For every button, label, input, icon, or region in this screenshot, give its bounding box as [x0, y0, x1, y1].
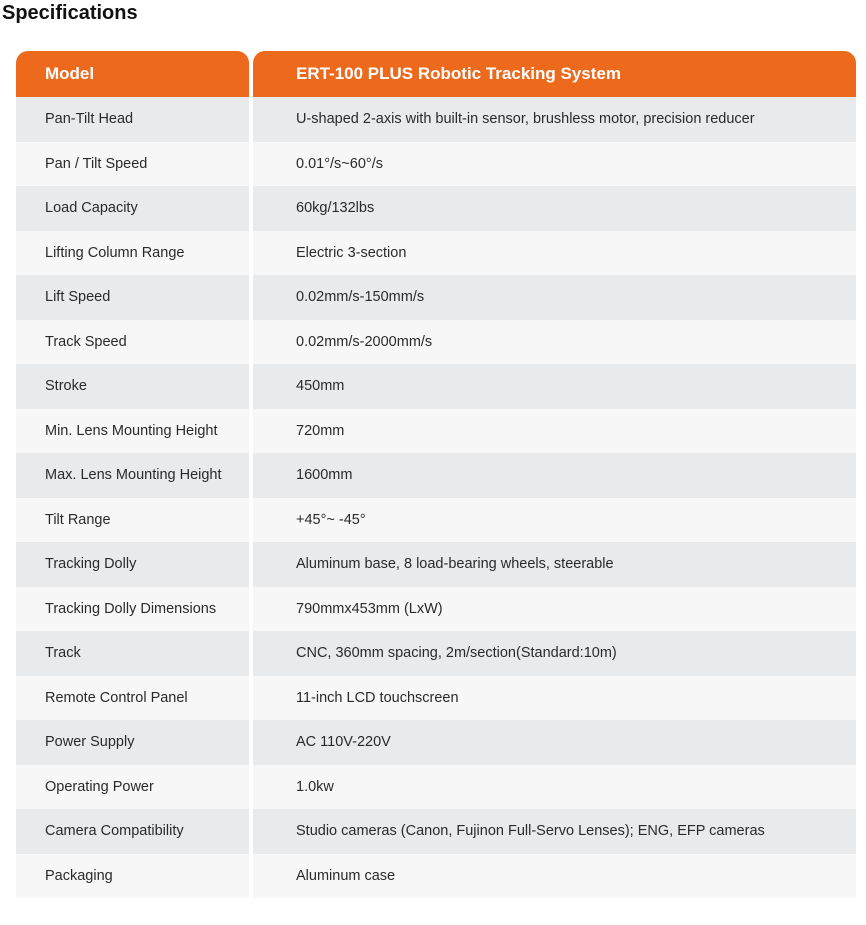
- spec-label: Power Supply: [16, 720, 249, 765]
- header-model-name: ERT-100 PLUS Robotic Tracking System: [253, 51, 856, 97]
- spec-value: 60kg/132lbs: [253, 186, 856, 231]
- spec-label: Pan / Tilt Speed: [16, 142, 249, 187]
- spec-label: Tracking Dolly: [16, 542, 249, 587]
- spec-label: Camera Compatibility: [16, 809, 249, 854]
- spec-value: Aluminum base, 8 load-bearing wheels, steerable: [253, 542, 856, 587]
- spec-label: Stroke: [16, 364, 249, 409]
- spec-value: 0.02mm/s-2000mm/s: [253, 320, 856, 365]
- spec-label: Operating Power: [16, 765, 249, 810]
- spec-value: 790mmx453mm (LxW): [253, 587, 856, 632]
- spec-label: Min. Lens Mounting Height: [16, 409, 249, 454]
- spec-value: 450mm: [253, 364, 856, 409]
- table-row: [16, 809, 856, 854]
- table-row: [16, 453, 856, 498]
- spec-label: Remote Control Panel: [16, 676, 249, 721]
- page-title: Specifications: [2, 2, 138, 24]
- table-row: [16, 231, 856, 276]
- spec-value: 1.0kw: [253, 765, 856, 810]
- table-header: [16, 51, 856, 97]
- spec-value: 0.01°/s~60°/s: [253, 142, 856, 187]
- spec-value: 11-inch LCD touchscreen: [253, 676, 856, 721]
- spec-value: Electric 3-section: [253, 231, 856, 276]
- table-body: [16, 97, 856, 898]
- table-row: [16, 720, 856, 765]
- table-row: [16, 498, 856, 543]
- spec-value: 720mm: [253, 409, 856, 454]
- spec-label: Lift Speed: [16, 275, 249, 320]
- table-row: [16, 364, 856, 409]
- table-row: [16, 631, 856, 676]
- table-row: [16, 320, 856, 365]
- specifications-table: [16, 51, 856, 898]
- spec-label: Tracking Dolly Dimensions: [16, 587, 249, 632]
- spec-label: Pan-Tilt Head: [16, 97, 249, 142]
- spec-value: 0.02mm/s-150mm/s: [253, 275, 856, 320]
- table-row: [16, 142, 856, 187]
- table-row: [16, 765, 856, 810]
- header-model-label: Model: [16, 51, 249, 97]
- spec-value: 1600mm: [253, 453, 856, 498]
- table-row: [16, 409, 856, 454]
- table-row: [16, 542, 856, 587]
- table-row: [16, 676, 856, 721]
- spec-value: AC 110V-220V: [253, 720, 856, 765]
- spec-value: CNC, 360mm spacing, 2m/section(Standard:10m): [253, 631, 856, 676]
- spec-value: U-shaped 2-axis with built-in sensor, brushless motor, precision reducer: [253, 97, 856, 142]
- table-row: [16, 186, 856, 231]
- spec-label: Max. Lens Mounting Height: [16, 453, 249, 498]
- table-row: [16, 854, 856, 899]
- spec-label: Track: [16, 631, 249, 676]
- spec-label: Track Speed: [16, 320, 249, 365]
- table-row: [16, 97, 856, 142]
- table-row: [16, 275, 856, 320]
- spec-label: Packaging: [16, 854, 249, 899]
- spec-label: Load Capacity: [16, 186, 249, 231]
- spec-value: Aluminum case: [253, 854, 856, 899]
- spec-value: Studio cameras (Canon, Fujinon Full-Servo Lenses); ENG, EFP cameras: [253, 809, 856, 854]
- spec-label: Lifting Column Range: [16, 231, 249, 276]
- spec-label: Tilt Range: [16, 498, 249, 543]
- spec-value: +45°~ -45°: [253, 498, 856, 543]
- table-row: [16, 587, 856, 632]
